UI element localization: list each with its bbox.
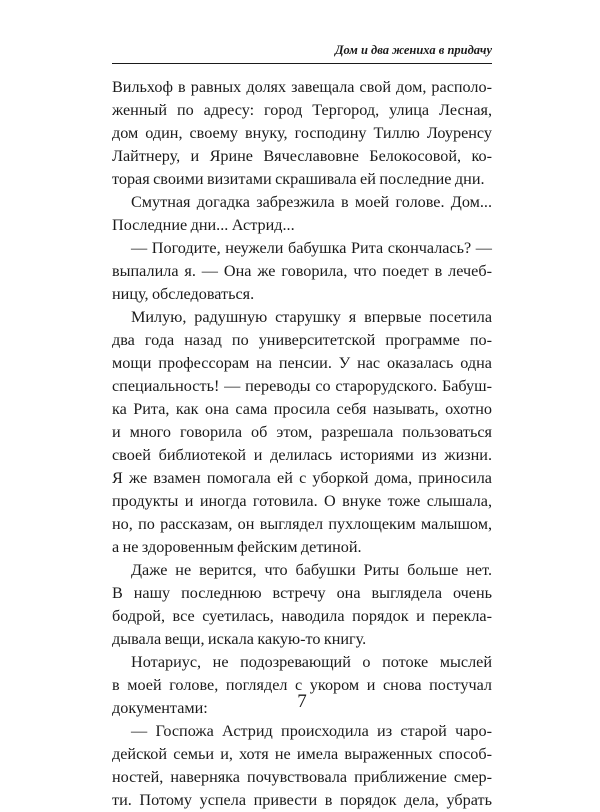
- text-line: В нашу последнюю встречу она выглядела очень: [112, 584, 492, 602]
- text-line: продукты и иногда готовила. О внуке тоже слышала,: [112, 492, 492, 510]
- text-line: ностей, наверняка почувствовала приближение смер-: [112, 768, 492, 786]
- text-line: торая своими визитами скрашивала ей последние дни.: [112, 170, 485, 188]
- text-line: специальность! — переводы со старорудского. Бабуш-: [112, 377, 492, 395]
- text-line: Смутная догадка забрезжила в моей голове. Дом...: [131, 193, 492, 211]
- text-line: Даже не верится, что бабушки Риты больше нет.: [131, 561, 492, 579]
- text-line: — Госпожа Астрид происходила из старой чаро-: [131, 722, 492, 740]
- text-line: женный по адресу: город Тергород, улица Лесная,: [112, 101, 492, 119]
- text-line: Последние дни... Астрид...: [112, 216, 295, 234]
- text-line: Вильхоф в равных долях завещала свой дом, располо-: [112, 78, 492, 96]
- header-rule: [112, 63, 492, 64]
- text-line: ти. Потому успела привести в порядок дела, убрать: [112, 791, 492, 809]
- text-line: мощи профессорам на пенсии. У нас оказалась одна: [112, 354, 492, 372]
- text-line: дом один, своему внуку, господину Тиллю Лоуренсу: [112, 124, 492, 142]
- text-line: а не здоровенным фейским детиной.: [112, 538, 362, 556]
- text-line: — Погодите, неужели бабушка Рита скончалась? —: [131, 239, 492, 257]
- text-line: два года назад по университетской программе по-: [112, 331, 492, 349]
- text-line: Лайтнеру, и Ярине Вячеславовне Белокосовой, ко-: [112, 147, 492, 165]
- running-head: Дом и два жениха в придачу: [334, 43, 492, 57]
- text-line: в моей голове, поглядел с укором и снова постучал: [112, 676, 492, 694]
- text-line: ка Рита, как она сама просила себя называть, охотно: [112, 400, 492, 418]
- page-number: 7: [297, 691, 307, 712]
- text-line: ницу, обследоваться.: [112, 285, 255, 303]
- text-line: дывала вещи, искала какую-то книгу.: [112, 630, 367, 648]
- text-line: Нотариус, не подозревающий о потоке мыслей: [131, 653, 492, 671]
- text-line: и много говорила об этом, разрешала пользоваться: [112, 423, 492, 441]
- text-line: документами:: [112, 699, 208, 717]
- text-line: Милую, радушную старушку я впервые посетила: [131, 308, 492, 326]
- text-line: своей библиотекой и делилась историями из жизни.: [112, 446, 492, 464]
- text-line: бодрой, все суетилась, наводила порядок и перекла-: [112, 607, 492, 625]
- text-line: но, по рассказам, он выглядел пухлощеким малышом,: [112, 515, 492, 533]
- text-line: дейской семьи и, хотя не имела выраженных способ-: [112, 745, 492, 763]
- text-line: Я же взамен помогала ей с уборкой дома, приносила: [112, 469, 492, 487]
- text-line: выпалила я. — Она же говорила, что поедет в лечеб-: [112, 262, 492, 280]
